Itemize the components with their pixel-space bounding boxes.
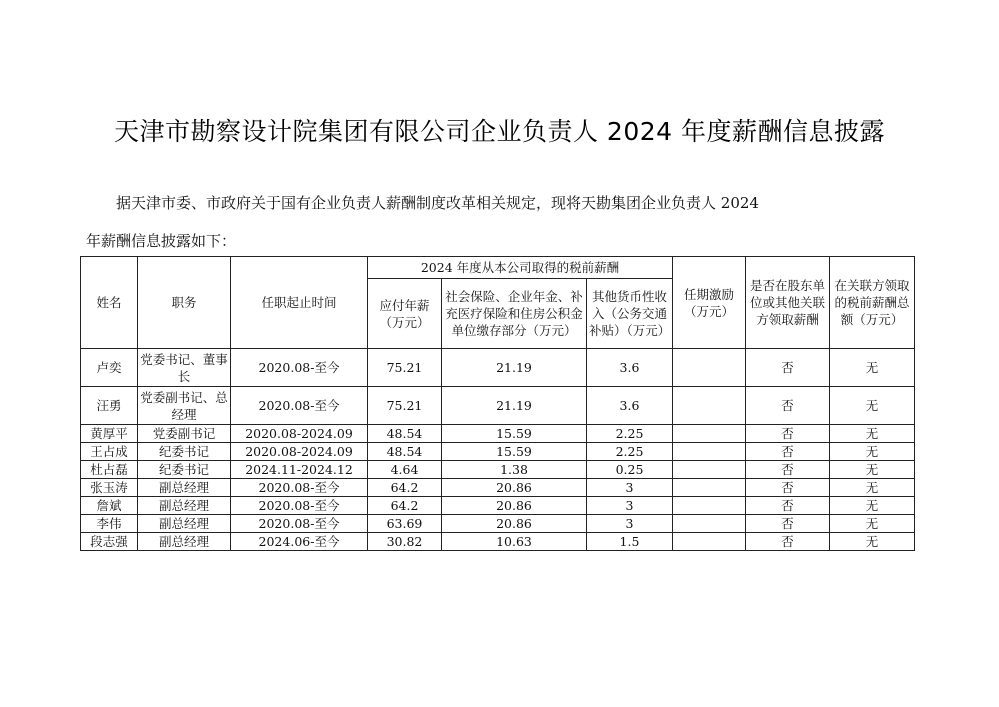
cell-name: 段志强 <box>81 533 138 551</box>
cell-salary: 75.21 <box>368 349 442 387</box>
cell-incentive <box>673 425 746 443</box>
cell-name: 汪勇 <box>81 387 138 425</box>
table-row <box>81 349 915 387</box>
cell-position: 副总经理 <box>138 497 231 515</box>
cell-name: 黄厚平 <box>81 425 138 443</box>
header-related-party: 是否在股东单位或其他关联方领取薪酬 <box>746 257 830 349</box>
cell-position: 纪委书记 <box>138 443 231 461</box>
cell-other: 2.25 <box>587 425 673 443</box>
table-row <box>81 515 915 533</box>
cell-related: 否 <box>746 349 830 387</box>
cell-related-total: 无 <box>830 497 915 515</box>
cell-incentive <box>673 461 746 479</box>
cell-term: 2020.08-至今 <box>231 515 368 533</box>
cell-related: 否 <box>746 479 830 497</box>
cell-salary: 4.64 <box>368 461 442 479</box>
cell-name: 卢奕 <box>81 349 138 387</box>
header-salary: 应付年薪（万元） <box>368 279 442 349</box>
compensation-table <box>80 256 915 551</box>
intro-paragraph-line-2: 年薪酬信息披露如下： <box>86 232 237 250</box>
cell-incentive <box>673 533 746 551</box>
cell-insurance: 20.86 <box>442 479 587 497</box>
cell-related-total: 无 <box>830 515 915 533</box>
cell-other: 0.25 <box>587 461 673 479</box>
table-row <box>81 425 915 443</box>
document-title: 天津市勘察设计院集团有限公司企业负责人 2024 年度薪酬信息披露 <box>113 117 886 146</box>
cell-insurance: 21.19 <box>442 349 587 387</box>
table-row <box>81 497 915 515</box>
cell-term: 2020.08-至今 <box>231 479 368 497</box>
cell-related-total: 无 <box>830 533 915 551</box>
cell-related-total: 无 <box>830 461 915 479</box>
cell-related: 否 <box>746 497 830 515</box>
cell-salary: 48.54 <box>368 425 442 443</box>
cell-salary: 64.2 <box>368 479 442 497</box>
cell-insurance: 1.38 <box>442 461 587 479</box>
intro-paragraph-line-1: 据天津市委、市政府关于国有企业负责人薪酬制度改革相关规定，现将天勘集团企业负责人 2024 <box>116 194 759 212</box>
cell-name: 李伟 <box>81 515 138 533</box>
header-name: 姓名 <box>81 257 138 349</box>
cell-position: 副总经理 <box>138 479 231 497</box>
cell-insurance: 10.63 <box>442 533 587 551</box>
cell-related-total: 无 <box>830 387 915 425</box>
cell-salary: 63.69 <box>368 515 442 533</box>
cell-incentive <box>673 387 746 425</box>
cell-term: 2020.08-至今 <box>231 349 368 387</box>
cell-position: 纪委书记 <box>138 461 231 479</box>
cell-term: 2020.08-2024.09 <box>231 425 368 443</box>
cell-related: 否 <box>746 443 830 461</box>
cell-related-total: 无 <box>830 349 915 387</box>
cell-related: 否 <box>746 461 830 479</box>
cell-other: 3.6 <box>587 387 673 425</box>
cell-insurance: 20.86 <box>442 515 587 533</box>
cell-salary: 64.2 <box>368 497 442 515</box>
cell-position: 副总经理 <box>138 515 231 533</box>
cell-salary: 48.54 <box>368 443 442 461</box>
cell-other: 3 <box>587 479 673 497</box>
cell-related-total: 无 <box>830 479 915 497</box>
header-term: 任职起止时间 <box>231 257 368 349</box>
cell-name: 王占成 <box>81 443 138 461</box>
cell-related: 否 <box>746 425 830 443</box>
cell-position: 党委书记、董事长 <box>138 349 231 387</box>
header-position: 职务 <box>138 257 231 349</box>
cell-insurance: 15.59 <box>442 425 587 443</box>
cell-other: 3 <box>587 515 673 533</box>
table-row <box>81 443 915 461</box>
cell-other: 3 <box>587 497 673 515</box>
cell-incentive <box>673 515 746 533</box>
cell-insurance: 21.19 <box>442 387 587 425</box>
cell-position: 副总经理 <box>138 533 231 551</box>
cell-related-total: 无 <box>830 443 915 461</box>
cell-related: 否 <box>746 533 830 551</box>
table-row <box>81 479 915 497</box>
cell-salary: 30.82 <box>368 533 442 551</box>
cell-term: 2024.11-2024.12 <box>231 461 368 479</box>
cell-term: 2024.06-至今 <box>231 533 368 551</box>
cell-other: 1.5 <box>587 533 673 551</box>
cell-related-total: 无 <box>830 425 915 443</box>
header-related-total: 在关联方领取的税前薪酬总额（万元） <box>830 257 915 349</box>
cell-incentive <box>673 443 746 461</box>
cell-insurance: 15.59 <box>442 443 587 461</box>
cell-other: 2.25 <box>587 443 673 461</box>
cell-name: 张玉涛 <box>81 479 138 497</box>
cell-incentive <box>673 479 746 497</box>
cell-salary: 75.21 <box>368 387 442 425</box>
cell-related: 否 <box>746 387 830 425</box>
cell-position: 党委副书记、总经理 <box>138 387 231 425</box>
table-row <box>81 533 915 551</box>
cell-insurance: 20.86 <box>442 497 587 515</box>
cell-incentive <box>673 349 746 387</box>
cell-other: 3.6 <box>587 349 673 387</box>
cell-term: 2020.08-2024.09 <box>231 443 368 461</box>
cell-position: 党委副书记 <box>138 425 231 443</box>
cell-related: 否 <box>746 515 830 533</box>
cell-term: 2020.08-至今 <box>231 387 368 425</box>
header-incentive: 任期激励（万元） <box>673 257 746 349</box>
cell-incentive <box>673 497 746 515</box>
table-row <box>81 387 915 425</box>
cell-name: 詹斌 <box>81 497 138 515</box>
cell-term: 2020.08-至今 <box>231 497 368 515</box>
cell-name: 杜占磊 <box>81 461 138 479</box>
header-pretax-group: 2024 年度从本公司取得的税前薪酬 <box>368 257 673 279</box>
table-row <box>81 461 915 479</box>
header-other-income: 其他货币性收入（公务交通补贴）（万元） <box>587 279 673 349</box>
table-body <box>81 349 915 551</box>
header-insurance: 社会保险、企业年金、补充医疗保险和住房公积金单位缴存部分（万元） <box>442 279 587 349</box>
